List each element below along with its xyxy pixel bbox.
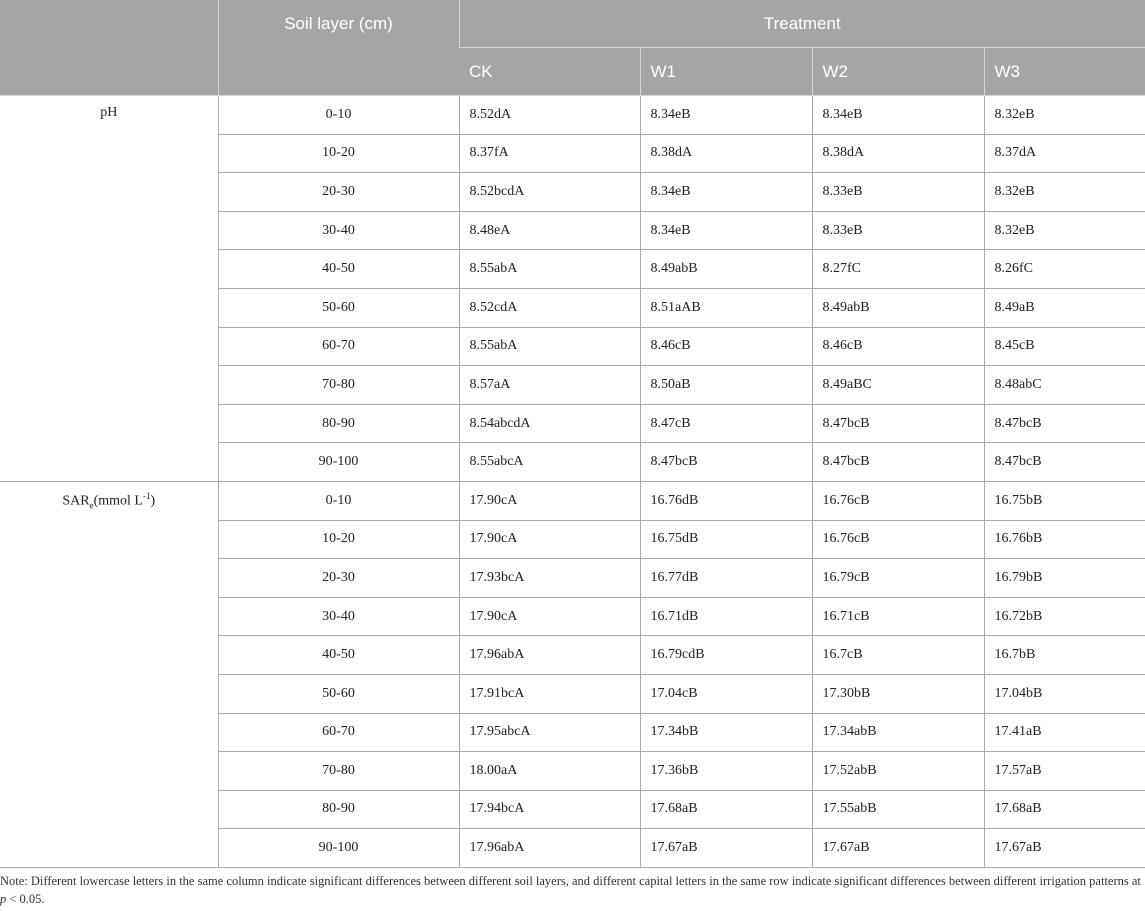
ck-cell: 8.55abA xyxy=(459,327,640,366)
w2-cell: 8.47bcB xyxy=(812,443,984,482)
w3-cell: 8.32eB xyxy=(984,211,1145,250)
w3-cell: 17.57aB xyxy=(984,752,1145,791)
w2-cell: 8.38dA xyxy=(812,134,984,173)
w2-cell: 17.34abB xyxy=(812,713,984,752)
w1-cell: 17.67aB xyxy=(640,829,812,868)
w3-cell: 16.72bB xyxy=(984,597,1145,636)
param-sar xyxy=(0,481,218,867)
w2-cell: 17.52abB xyxy=(812,752,984,791)
w2-cell: 8.49abB xyxy=(812,288,984,327)
ck-cell: 8.52cdA xyxy=(459,288,640,327)
soil-layer-cell: 70-80 xyxy=(218,366,459,405)
w2-cell: 16.7cB xyxy=(812,636,984,675)
soil-layer-cell: 90-100 xyxy=(218,443,459,482)
header-ck: CK xyxy=(459,48,640,96)
ck-cell: 18.00aA xyxy=(459,752,640,791)
ck-cell: 8.57aA xyxy=(459,366,640,405)
w2-cell: 16.76cB xyxy=(812,520,984,559)
ck-cell: 8.54abcdA xyxy=(459,404,640,443)
header-soil-layer: Soil layer (cm) xyxy=(218,0,459,96)
w3-cell: 16.75bB xyxy=(984,481,1145,520)
ck-cell: 8.48eA xyxy=(459,211,640,250)
w3-cell: 8.26fC xyxy=(984,250,1145,289)
ck-cell: 17.94bcA xyxy=(459,790,640,829)
header-w2: W2 xyxy=(812,48,984,96)
note-prefix: Note: Different lowercase letters in the same column indicate significant differences between different soil layers, and different capital letters in the same row indicate significant differences between different irrigation patterns at xyxy=(0,874,1141,888)
w3-cell: 8.37dA xyxy=(984,134,1145,173)
w3-cell: 16.76bB xyxy=(984,520,1145,559)
w2-cell: 8.49aBC xyxy=(812,366,984,405)
w1-cell: 8.51aAB xyxy=(640,288,812,327)
ck-cell: 17.93bcA xyxy=(459,559,640,598)
ck-cell: 17.91bcA xyxy=(459,674,640,713)
w1-cell: 17.36bB xyxy=(640,752,812,791)
note-p: p xyxy=(0,892,7,906)
w1-cell: 17.04cB xyxy=(640,674,812,713)
w2-cell: 16.71cB xyxy=(812,597,984,636)
param-sar-sup: -1 xyxy=(142,490,151,501)
w2-cell: 17.55abB xyxy=(812,790,984,829)
w2-cell: 16.79cB xyxy=(812,559,984,598)
w1-cell: 8.49abB xyxy=(640,250,812,289)
ck-cell: 8.37fA xyxy=(459,134,640,173)
note-suffix: < 0.05. xyxy=(6,892,45,906)
w3-cell: 16.79bB xyxy=(984,559,1145,598)
soil-layer-cell: 60-70 xyxy=(218,327,459,366)
header-treatment: Treatment xyxy=(459,0,1145,48)
ck-cell: 17.95abcA xyxy=(459,713,640,752)
w1-cell: 17.68aB xyxy=(640,790,812,829)
table-row xyxy=(0,481,1145,520)
w1-cell: 17.34bB xyxy=(640,713,812,752)
table-body xyxy=(0,96,1145,868)
w2-cell: 17.67aB xyxy=(812,829,984,868)
w1-cell: 16.75dB xyxy=(640,520,812,559)
w2-cell: 8.27fC xyxy=(812,250,984,289)
soil-layer-cell: 20-30 xyxy=(218,173,459,212)
w1-cell: 16.77dB xyxy=(640,559,812,598)
param-sar-close: ) xyxy=(150,493,156,509)
w3-cell: 8.47bcB xyxy=(984,443,1145,482)
soil-layer-cell: 10-20 xyxy=(218,134,459,173)
ck-cell: 17.90cA xyxy=(459,520,640,559)
w1-cell: 8.47bcB xyxy=(640,443,812,482)
ck-cell: 17.96abA xyxy=(459,829,640,868)
soil-layer-cell: 90-100 xyxy=(218,829,459,868)
w3-cell: 8.49aB xyxy=(984,288,1145,327)
soil-layer-cell: 50-60 xyxy=(218,288,459,327)
header-blank xyxy=(0,0,218,96)
ck-cell: 17.96abA xyxy=(459,636,640,675)
soil-layer-cell: 80-90 xyxy=(218,790,459,829)
w1-cell: 8.46cB xyxy=(640,327,812,366)
w1-cell: 8.38dA xyxy=(640,134,812,173)
ck-cell: 17.90cA xyxy=(459,481,640,520)
ck-cell: 8.52dA xyxy=(459,96,640,135)
table-row xyxy=(0,96,1145,135)
ck-cell: 8.52bcdA xyxy=(459,173,640,212)
w1-cell: 16.76dB xyxy=(640,481,812,520)
w3-cell: 8.47bcB xyxy=(984,404,1145,443)
w1-cell: 16.71dB xyxy=(640,597,812,636)
w3-cell: 8.45cB xyxy=(984,327,1145,366)
w3-cell: 17.41aB xyxy=(984,713,1145,752)
soil-layer-cell: 80-90 xyxy=(218,404,459,443)
w1-cell: 8.34eB xyxy=(640,173,812,212)
soil-layer-cell: 10-20 xyxy=(218,520,459,559)
param-sar-sub: e xyxy=(89,500,94,511)
param-sar-main: SAR xyxy=(62,493,90,509)
w2-cell: 16.76cB xyxy=(812,481,984,520)
table-note xyxy=(0,872,1145,908)
ck-cell: 8.55abA xyxy=(459,250,640,289)
w2-cell: 8.33eB xyxy=(812,173,984,212)
w3-cell: 8.32eB xyxy=(984,96,1145,135)
w3-cell: 17.04bB xyxy=(984,674,1145,713)
w1-cell: 16.79cdB xyxy=(640,636,812,675)
w2-cell: 8.34eB xyxy=(812,96,984,135)
table-header xyxy=(0,0,1145,96)
w3-cell: 8.48abC xyxy=(984,366,1145,405)
w3-cell: 16.7bB xyxy=(984,636,1145,675)
soil-layer-cell: 0-10 xyxy=(218,96,459,135)
w1-cell: 8.34eB xyxy=(640,211,812,250)
w1-cell: 8.34eB xyxy=(640,96,812,135)
header-w3: W3 xyxy=(984,48,1145,96)
soil-layer-cell: 60-70 xyxy=(218,713,459,752)
soil-layer-cell: 30-40 xyxy=(218,211,459,250)
soil-layer-cell: 70-80 xyxy=(218,752,459,791)
w3-cell: 17.67aB xyxy=(984,829,1145,868)
soil-layer-cell: 50-60 xyxy=(218,674,459,713)
soil-layer-cell: 30-40 xyxy=(218,597,459,636)
w1-cell: 8.50aB xyxy=(640,366,812,405)
w1-cell: 8.47cB xyxy=(640,404,812,443)
w3-cell: 17.68aB xyxy=(984,790,1145,829)
soil-layer-cell: 0-10 xyxy=(218,481,459,520)
param-sar-unit: (mmol L xyxy=(93,493,143,509)
w2-cell: 8.47bcB xyxy=(812,404,984,443)
soil-layer-cell: 20-30 xyxy=(218,559,459,598)
soil-layer-cell: 40-50 xyxy=(218,250,459,289)
header-w1: W1 xyxy=(640,48,812,96)
w3-cell: 8.32eB xyxy=(984,173,1145,212)
w2-cell: 8.33eB xyxy=(812,211,984,250)
param-ph: pH xyxy=(0,96,218,482)
w2-cell: 17.30bB xyxy=(812,674,984,713)
soil-layer-cell: 40-50 xyxy=(218,636,459,675)
w2-cell: 8.46cB xyxy=(812,327,984,366)
ck-cell: 8.55abcA xyxy=(459,443,640,482)
ck-cell: 17.90cA xyxy=(459,597,640,636)
